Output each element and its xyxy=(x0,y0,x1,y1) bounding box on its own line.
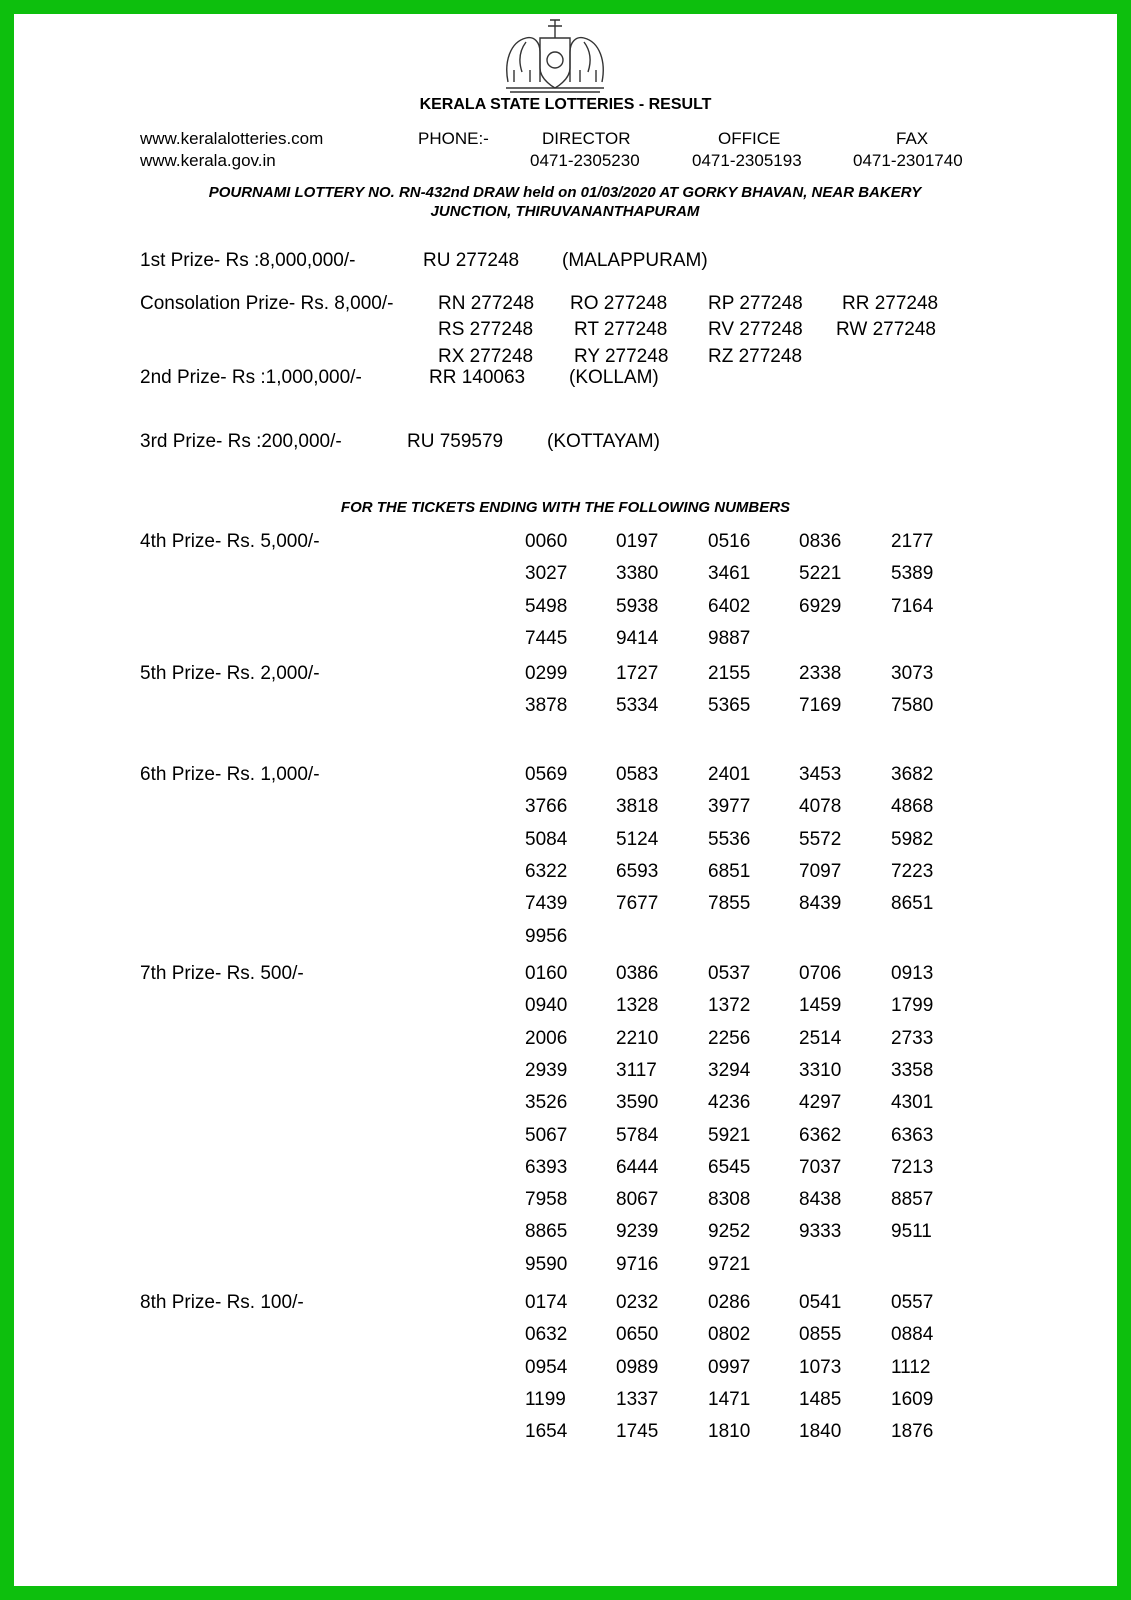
winning-number: 0836 xyxy=(799,531,842,552)
winning-number: 3766 xyxy=(525,796,568,818)
winning-number: 5572 xyxy=(799,828,842,850)
prize-tier-label: 7th Prize- Rs. 500/- xyxy=(140,963,304,984)
winning-number: 4297 xyxy=(799,1092,842,1114)
winning-number: 9414 xyxy=(616,627,659,649)
winning-number: 6363 xyxy=(891,1124,934,1146)
second-prize-ticket: RR 140063 xyxy=(429,367,526,388)
winning-number: 9887 xyxy=(708,627,751,649)
winning-number: 2338 xyxy=(799,663,842,684)
winning-number: 6444 xyxy=(616,1156,659,1178)
winning-number: 4868 xyxy=(891,796,934,818)
winning-number: 3358 xyxy=(891,1059,934,1081)
first-prize-ticket: RU 277248 xyxy=(423,250,520,271)
winning-number: 0583 xyxy=(616,764,659,785)
winning-number: 3117 xyxy=(616,1059,657,1081)
winning-number: 6851 xyxy=(708,860,751,882)
winning-number: 5365 xyxy=(708,695,751,717)
winning-number: 5389 xyxy=(891,563,934,585)
draw-info-line-2: JUNCTION, THIRUVANANTHAPURAM xyxy=(430,203,700,220)
consolation-ticket: RY 277248 xyxy=(574,346,669,367)
winning-number: 0197 xyxy=(616,531,659,552)
winning-number: 3977 xyxy=(708,796,751,818)
winning-number: 2401 xyxy=(708,764,751,785)
winning-number: 1337 xyxy=(616,1388,659,1410)
winning-number: 6593 xyxy=(616,860,659,882)
winning-number: 1199 xyxy=(525,1388,566,1410)
winning-number: 6545 xyxy=(708,1156,751,1178)
winning-number: 2155 xyxy=(708,663,751,684)
prize-tier-label: 6th Prize- Rs. 1,000/- xyxy=(140,764,320,785)
winning-number: 9511 xyxy=(891,1221,932,1243)
draw-info-line-1: POURNAMI LOTTERY NO. RN-432nd DRAW held on 01/03/2020 AT GORKY BHAVAN, NEAR BAKERY xyxy=(208,184,922,201)
winning-number: 9721 xyxy=(708,1253,751,1275)
winning-number: 5084 xyxy=(525,828,568,850)
winning-number: 1459 xyxy=(799,995,842,1017)
winning-number: 0557 xyxy=(891,1292,934,1313)
winning-number: 5221 xyxy=(799,563,842,585)
winning-number: 9239 xyxy=(616,1221,659,1243)
draw-info xyxy=(140,183,990,221)
winning-number: 0537 xyxy=(708,963,751,984)
winning-number: 3380 xyxy=(616,563,659,585)
winning-number: 0855 xyxy=(799,1324,842,1346)
office-phone: 0471-2305193 xyxy=(692,151,802,170)
winning-number: 4078 xyxy=(799,796,842,818)
winning-number: 5784 xyxy=(616,1124,659,1146)
winning-number: 0569 xyxy=(525,764,568,785)
winning-number: 1840 xyxy=(799,1421,842,1443)
phone-label: PHONE:- xyxy=(418,129,489,148)
kerala-emblem-icon xyxy=(500,12,610,96)
winning-number: 3526 xyxy=(525,1092,568,1114)
winning-number: 0160 xyxy=(525,963,568,984)
winning-number: 3453 xyxy=(799,764,842,785)
winning-number: 5067 xyxy=(525,1124,568,1146)
consolation-ticket: RP 277248 xyxy=(708,293,803,314)
winning-number: 2177 xyxy=(891,531,934,552)
consolation-ticket: RZ 277248 xyxy=(708,346,803,367)
director-phone: 0471-2305230 xyxy=(530,151,640,170)
winning-number: 9333 xyxy=(799,1221,842,1243)
winning-number: 2006 xyxy=(525,1027,568,1049)
consolation-ticket: RT 277248 xyxy=(574,319,668,340)
winning-number: 2256 xyxy=(708,1027,751,1049)
winning-number: 0516 xyxy=(708,531,751,552)
winning-number: 9716 xyxy=(616,1253,659,1275)
winning-number: 7439 xyxy=(525,893,568,915)
winning-number: 9590 xyxy=(525,1253,568,1275)
first-prize-label: 1st Prize- Rs :8,000,000/- xyxy=(140,250,356,271)
winning-number: 7169 xyxy=(799,695,842,717)
winning-number: 1727 xyxy=(616,663,659,684)
consolation-prize-label: Consolation Prize- Rs. 8,000/- xyxy=(140,293,394,314)
fax-label: FAX xyxy=(896,129,929,148)
winning-number: 7223 xyxy=(891,860,934,882)
website-link-2: www.kerala.gov.in xyxy=(140,151,276,170)
winning-number: 5938 xyxy=(616,595,659,617)
winning-number: 1073 xyxy=(799,1356,842,1378)
winning-number: 0884 xyxy=(891,1324,934,1346)
winning-number: 9956 xyxy=(525,925,568,947)
winning-number: 0386 xyxy=(616,963,659,984)
winning-number: 0940 xyxy=(525,995,568,1017)
winning-number: 1609 xyxy=(891,1388,934,1410)
winning-number: 7445 xyxy=(525,627,568,649)
winning-number: 7580 xyxy=(891,695,934,717)
third-prize-label: 3rd Prize- Rs :200,000/- xyxy=(140,431,342,452)
winning-number: 7677 xyxy=(616,893,659,915)
consolation-ticket: RV 277248 xyxy=(708,319,803,340)
winning-number: 5498 xyxy=(525,595,568,617)
winning-number: 2210 xyxy=(616,1027,659,1049)
winning-number: 2733 xyxy=(891,1027,934,1049)
winning-number: 4236 xyxy=(708,1092,751,1114)
consolation-ticket: RX 277248 xyxy=(438,346,534,367)
winning-number: 0989 xyxy=(616,1356,659,1378)
winning-number: 5982 xyxy=(891,828,934,850)
winning-number: 7213 xyxy=(891,1156,934,1178)
winning-number: 5334 xyxy=(616,695,659,717)
office-label: OFFICE xyxy=(718,129,781,148)
winning-number: 5124 xyxy=(616,828,659,850)
winning-number: 0299 xyxy=(525,663,568,684)
winning-number: 5921 xyxy=(708,1124,751,1146)
winning-number: 1372 xyxy=(708,995,751,1017)
winning-number: 3310 xyxy=(799,1059,842,1081)
winning-number: 1745 xyxy=(616,1421,659,1443)
winning-number: 0541 xyxy=(799,1292,842,1313)
prize-tier-label: 8th Prize- Rs. 100/- xyxy=(140,1292,304,1313)
director-label: DIRECTOR xyxy=(542,129,631,148)
winning-number: 3878 xyxy=(525,695,568,717)
consolation-ticket: RR 277248 xyxy=(842,293,939,314)
winning-number: 1876 xyxy=(891,1421,934,1443)
winning-number: 1485 xyxy=(799,1388,842,1410)
winning-number: 8308 xyxy=(708,1189,751,1211)
winning-number: 0286 xyxy=(708,1292,751,1313)
winning-number: 6322 xyxy=(525,860,568,882)
winning-number: 6393 xyxy=(525,1156,568,1178)
winning-number: 0650 xyxy=(616,1324,659,1346)
winning-number: 0174 xyxy=(525,1292,568,1313)
winning-number: 6929 xyxy=(799,595,842,617)
winning-number: 7097 xyxy=(799,860,842,882)
winning-number: 5536 xyxy=(708,828,751,850)
winning-number: 3073 xyxy=(891,663,934,684)
third-prize-ticket: RU 759579 xyxy=(407,431,504,452)
winning-number: 0632 xyxy=(525,1324,568,1346)
fax-number: 0471-2301740 xyxy=(853,151,963,170)
winning-number: 1112 xyxy=(891,1356,931,1378)
winning-number: 3818 xyxy=(616,796,659,818)
winning-number: 1471 xyxy=(708,1388,751,1410)
prize-tier-label: 5th Prize- Rs. 2,000/- xyxy=(140,663,320,684)
winning-number: 0060 xyxy=(525,531,568,552)
prize-tier-label: 4th Prize- Rs. 5,000/- xyxy=(140,531,320,552)
consolation-ticket: RN 277248 xyxy=(438,293,535,314)
winning-number: 8067 xyxy=(616,1189,659,1211)
winning-number: 8439 xyxy=(799,893,842,915)
winning-number: 1799 xyxy=(891,995,934,1017)
consolation-ticket: RW 277248 xyxy=(836,319,936,340)
winning-number: 8857 xyxy=(891,1189,934,1211)
winning-number: 1328 xyxy=(616,995,659,1017)
winning-number: 4301 xyxy=(891,1092,934,1114)
winning-number: 6362 xyxy=(799,1124,842,1146)
winning-number: 8865 xyxy=(525,1221,568,1243)
winning-number: 0997 xyxy=(708,1356,751,1378)
winning-number: 8651 xyxy=(891,893,934,915)
winning-number: 2939 xyxy=(525,1059,568,1081)
winning-number: 1654 xyxy=(525,1421,568,1443)
winning-number: 9252 xyxy=(708,1221,751,1243)
winning-number: 3461 xyxy=(708,563,751,585)
winning-number: 0232 xyxy=(616,1292,659,1313)
consolation-ticket: RO 277248 xyxy=(570,293,668,314)
winning-number: 6402 xyxy=(708,595,751,617)
page-title: KERALA STATE LOTTERIES - RESULT xyxy=(419,96,712,113)
winning-number: 7855 xyxy=(708,893,751,915)
second-prize-label: 2nd Prize- Rs :1,000,000/- xyxy=(140,367,362,388)
winning-number: 8438 xyxy=(799,1189,842,1211)
winning-number: 7164 xyxy=(891,595,934,617)
consolation-ticket: RS 277248 xyxy=(438,319,534,340)
winning-number: 0706 xyxy=(799,963,842,984)
winning-number: 1810 xyxy=(708,1421,751,1443)
third-prize-place: (KOTTAYAM) xyxy=(547,431,660,452)
winning-number: 0802 xyxy=(708,1324,751,1346)
second-prize-place: (KOLLAM) xyxy=(569,367,659,388)
winning-number: 0954 xyxy=(525,1356,568,1378)
winning-number: 7958 xyxy=(525,1189,568,1211)
winning-number: 3682 xyxy=(891,764,934,785)
winning-number: 3590 xyxy=(616,1092,659,1114)
winning-number: 3027 xyxy=(525,563,568,585)
winning-number: 2514 xyxy=(799,1027,842,1049)
website-link-1: www.keralalotteries.com xyxy=(140,129,324,148)
winning-number: 0913 xyxy=(891,963,934,984)
winning-number: 7037 xyxy=(799,1156,842,1178)
first-prize-place: (MALAPPURAM) xyxy=(562,250,708,271)
winning-number: 3294 xyxy=(708,1059,751,1081)
ending-numbers-heading: FOR THE TICKETS ENDING WITH THE FOLLOWING NUMBERS xyxy=(340,499,791,516)
